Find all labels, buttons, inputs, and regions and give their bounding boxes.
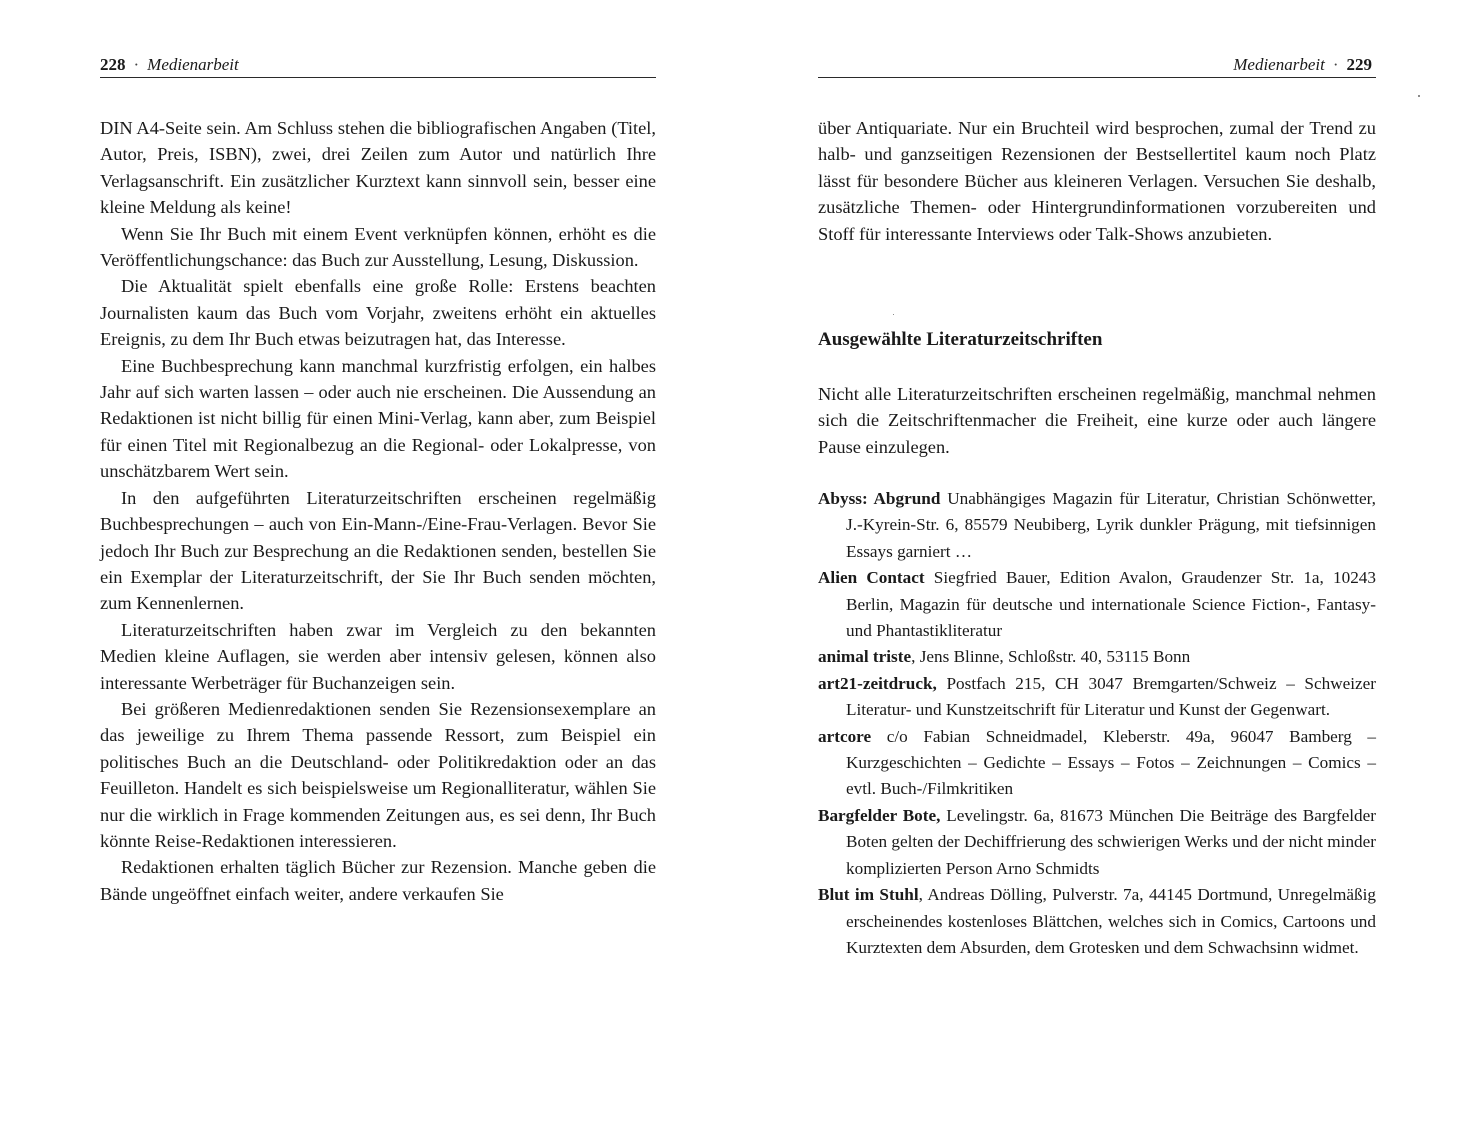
magazine-description: Levelingstr. 6a, 81673 München Die Beiträge des Bargfelder Boten gelten der Dechiffrierung des schwierigen Werks und der nicht minder komplizierten Person Arno Schmidts bbox=[846, 805, 1376, 878]
list-item bbox=[818, 724, 1376, 803]
header-separator: · bbox=[1332, 55, 1339, 74]
page-number: 229 bbox=[1346, 55, 1372, 74]
continuation-text bbox=[818, 115, 1376, 247]
magazine-name: Blut im Stuhl bbox=[818, 885, 919, 905]
paragraph: über Antiquariate. Nur ein Bruchteil wird besprochen, zumal der Trend zu halb- und ganzseitigen Rezensionen der Bestsellertitel kaum noch Platz lässt für besondere Bücher aus kleineren Verlagen. Versuchen Sie deshalb, zusätzliche Themen- oder Hintergrundinformationen vorzubereiten und Stoff für interessante Interviews oder Talk-Shows anzubieten. bbox=[818, 118, 1376, 244]
paragraph: In den aufgeführten Literaturzeitschriften erscheinen regelmäßig Buchbesprechungen – auch von Ein-Mann-/Eine-Frau-Verlagen. Bevor Sie jedoch Ihr Buch zur Besprechung an die Redaktionen senden, bestellen Sie ein Exemplar der Literaturzeitschrift, der Sie Ihr Buch senden möchten, zum Kennenlernen. bbox=[100, 487, 656, 614]
magazine-description: Unabhängiges Magazin für Literatur, Christian Schönwetter, J.-Kyrein-Str. 6, 85579 Neubiberg, Lyrik dunkler Prägung, mit tiefsinnigen Essays garniert … bbox=[846, 489, 1376, 561]
header-separator: · bbox=[133, 55, 140, 74]
magazine-description: , Jens Blinne, Schloßstr. 40, 53115 Bonn bbox=[911, 647, 1191, 667]
paragraph: DIN A4-Seite sein. Am Schluss stehen die bibliografischen Angaben (Titel, Autor, Preis, ISBN), zwei, drei Zeilen zum Autor und natürlich Ihre Verlagsanschrift. Ein zusätzlicher Kurztext kann sinnvoll sein, besser eine kleine Meldung als keine! bbox=[100, 118, 656, 218]
magazine-name: Alien Contact bbox=[818, 568, 925, 588]
running-head-right bbox=[818, 53, 1376, 78]
magazine-name: Abyss: Abgrund bbox=[818, 489, 941, 508]
left-page-body bbox=[100, 115, 656, 907]
paragraph: Literaturzeitschriften haben zwar im Vergleich zu den bekannten Medien kleine Auflagen, sie werden aber intensiv gelesen, können also interessante Werbeträger für Buchanzeigen sein. bbox=[100, 619, 656, 693]
paragraph: Nicht alle Literaturzeitschriften erscheinen regelmäßig, manchmal nehmen sich die Zeitschriftenmacher die Freiheit, eine kurze oder auch längere Pause einzulegen. bbox=[818, 384, 1376, 457]
magazine-description: c/o Fabian Schneidmadel, Kleberstr. 49a, 96047 Bamberg – Kurzgeschichten – Gedichte – Essays – Fotos – Zeichnungen – Comics – evtl. Buch-/Filmkritiken bbox=[846, 726, 1376, 799]
running-head-left bbox=[100, 53, 656, 78]
list-item bbox=[818, 644, 1376, 670]
paragraph: Eine Buchbesprechung kann manchmal kurzfristig erfolgen, ein halbes Jahr auf sich warten lassen – oder auch nie erscheinen. Die Aussendung an Redaktionen ist nicht billig für einen Mini-Verlag, kann aber, zum Beispiel für einen Titel mit Regionalbezug an die Regional- oder Lokalpresse, von unschätzbarem Wert sein. bbox=[100, 355, 656, 482]
paragraph: Redaktionen erhalten täglich Bücher zur Rezension. Manche geben die Bände ungeöffnet einfach weiter, andere verkaufen Sie bbox=[100, 857, 656, 904]
list-item bbox=[818, 486, 1376, 565]
paragraph: Wenn Sie Ihr Buch mit einem Event verknüpfen können, erhöht es die Veröffentlichungschance: das Buch zur Ausstellung, Lesung, Diskussion. bbox=[100, 223, 656, 271]
section-intro bbox=[818, 381, 1376, 460]
magazine-name: animal triste bbox=[818, 647, 912, 667]
paragraph: Bei größeren Medienredaktionen senden Sie Rezensionsexemplare an das jeweilige zu Ihrem Thema passende Ressort, zum Beispiel ein politisches Buch an die Deutschland- oder Politikredaktion oder an das Feuilleton. Handelt es sich beispielsweise um Regionalliteratur, wählen Sie nur die wirklich in Frage kommenden Zeitungen aus, es sei denn, Ihr Buch könnte Reise-Redaktionen interessieren. bbox=[100, 698, 656, 851]
magazine-name: Bargfelder Bote, bbox=[818, 805, 941, 825]
list-item bbox=[818, 803, 1376, 882]
magazine-description: , Andreas Dölling, Pulverstr. 7a, 44145 Dortmund, Unregelmäßig erscheinendes kostenloses Blättchen, welches sich in Comics, Cartoons und Kurztexten dem Absurden, dem Grotesken und dem Schwachsinn widmet. bbox=[846, 885, 1376, 957]
magazine-name: art21-zeitdruck, bbox=[818, 673, 937, 693]
running-head-title: Medienarbeit bbox=[147, 55, 239, 74]
magazine-description: Postfach 215, CH 3047 Bremgarten/Schweiz – Schweizer Literatur- und Kunstzeitschrift für Literatur und Kunst der Gegenwart. bbox=[846, 673, 1376, 720]
list-item bbox=[818, 882, 1376, 961]
list-item bbox=[818, 565, 1376, 644]
paragraph: Die Aktualität spielt ebenfalls eine große Rolle: Erstens beachten Journalisten kaum das Buch vom Vorjahr, zweitens erhöht ein aktuelles Ereignis, zu dem Ihr Buch etwas beizutragen hat, das Interesse. bbox=[100, 276, 656, 350]
section-heading: Ausgewählte Literaturzeitschriften bbox=[818, 329, 1103, 350]
scan-speck bbox=[1418, 95, 1420, 97]
page-number: 228 bbox=[100, 55, 126, 74]
scan-speck bbox=[893, 314, 894, 315]
magazine-list bbox=[818, 486, 1376, 961]
magazine-description: Siegfried Bauer, Edition Avalon, Graudenzer Str. 1a, 10243 Berlin, Magazin für deutsche und internationale Science Fiction-, Fantasy- und Phantastikliteratur bbox=[846, 568, 1376, 641]
list-item bbox=[818, 671, 1376, 724]
magazine-name: artcore bbox=[818, 726, 872, 746]
running-head-title: Medienarbeit bbox=[1233, 55, 1325, 74]
